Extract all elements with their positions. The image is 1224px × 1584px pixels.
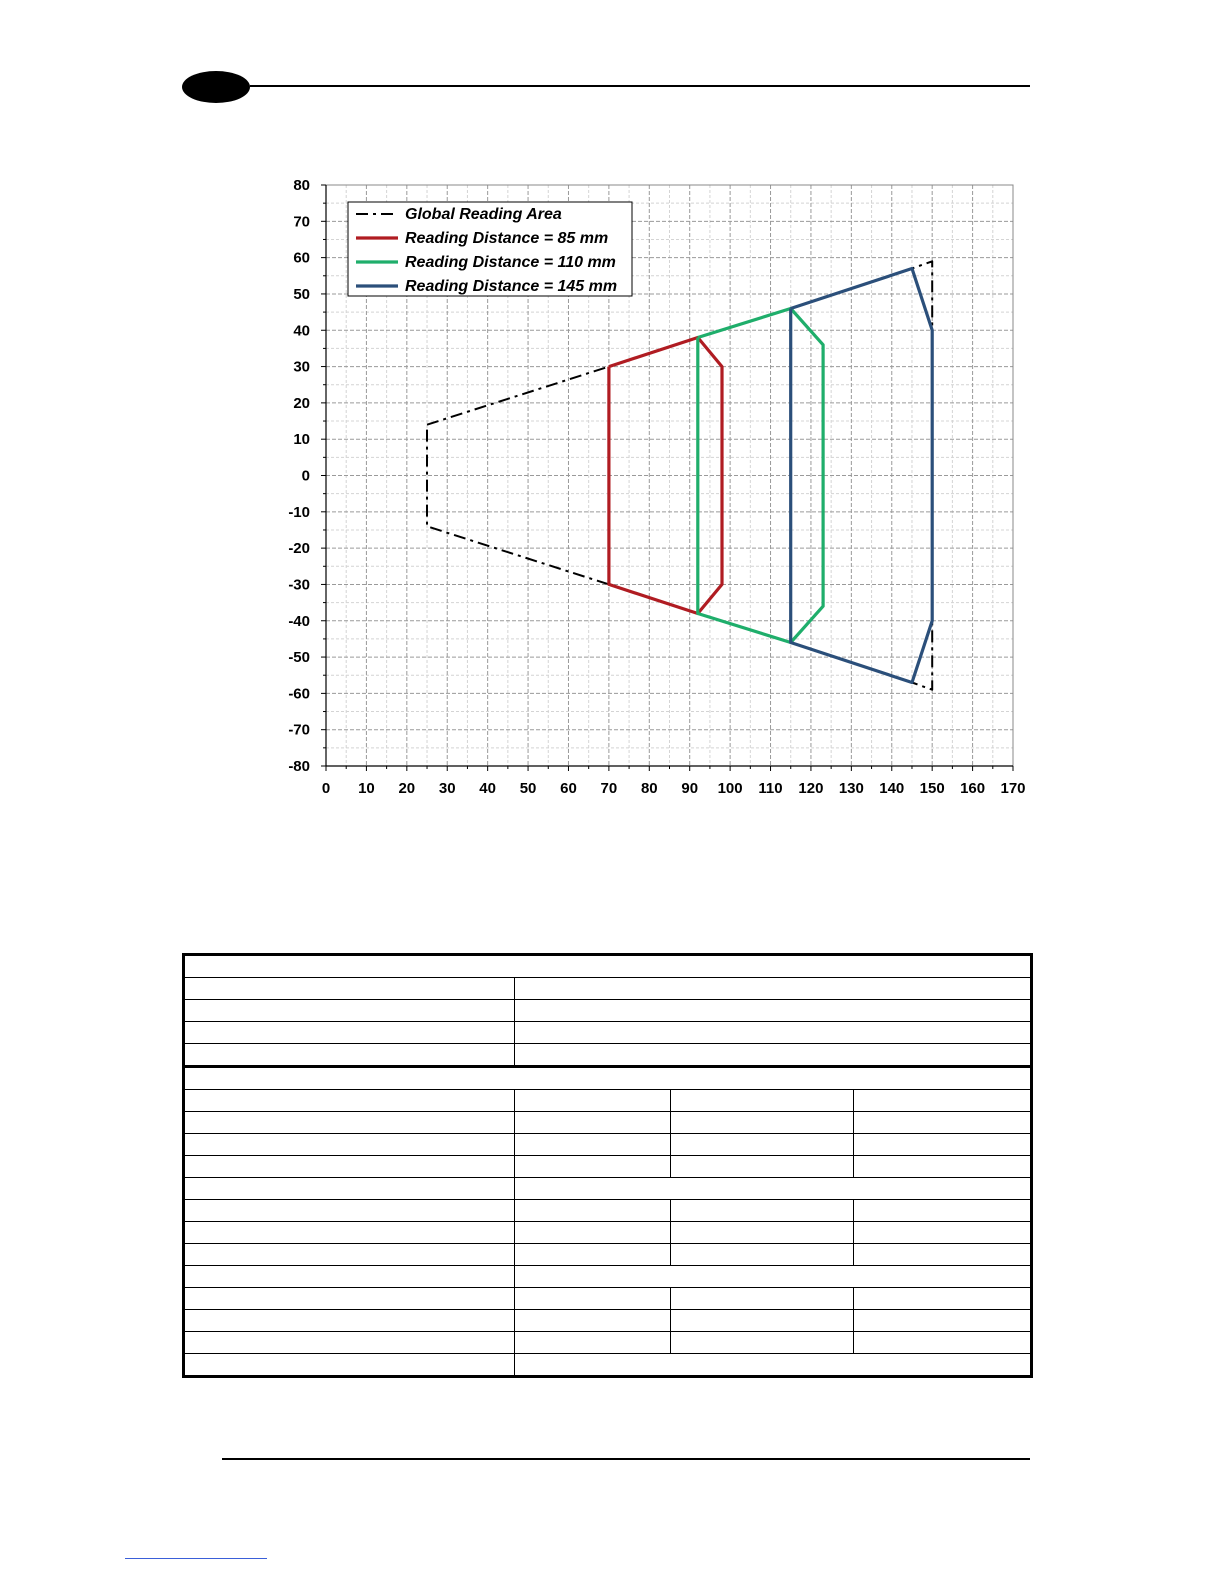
table-row xyxy=(184,1288,1032,1310)
table-cell xyxy=(515,1200,671,1222)
table-cell xyxy=(184,1310,515,1332)
table-cell xyxy=(671,1332,854,1354)
x-tick-label: 40 xyxy=(479,780,496,797)
table-cell xyxy=(854,1112,1032,1134)
table-row xyxy=(184,1222,1032,1244)
x-tick-label: 30 xyxy=(438,780,456,797)
table-cell xyxy=(515,1044,1032,1067)
table-row xyxy=(184,1354,1032,1377)
table-cell xyxy=(515,1134,671,1156)
table-cell xyxy=(184,1067,1032,1090)
table-cell xyxy=(515,1222,671,1244)
chapter-badge xyxy=(182,71,250,103)
y-tick-label: -70 xyxy=(288,721,310,739)
table-cell xyxy=(184,1178,515,1200)
x-tick-label: 50 xyxy=(519,780,537,797)
table-row xyxy=(184,1156,1032,1178)
y-tick-label: 80 xyxy=(293,177,310,194)
legend-label: Reading Distance = 110 mm xyxy=(405,254,616,271)
y-tick-label: -10 xyxy=(288,503,310,521)
footer-rule xyxy=(222,1458,1030,1460)
legend-label: Reading Distance = 85 mm xyxy=(405,230,609,247)
x-tick-label: 170 xyxy=(1000,780,1026,797)
table-row xyxy=(184,1200,1032,1222)
table-row xyxy=(184,1134,1032,1156)
x-tick-label: 70 xyxy=(600,780,618,797)
table-cell xyxy=(671,1112,854,1134)
table-cell xyxy=(854,1288,1032,1310)
table-cell xyxy=(854,1200,1032,1222)
table-row xyxy=(184,1244,1032,1266)
x-tick-label: 60 xyxy=(560,780,577,797)
table-cell xyxy=(671,1222,854,1244)
table-cell xyxy=(184,1244,515,1266)
table-row xyxy=(184,1067,1032,1090)
table-cell xyxy=(184,1134,515,1156)
table-cell xyxy=(184,978,515,1000)
table-cell xyxy=(515,1000,1032,1022)
table-cell xyxy=(515,1288,671,1310)
table-row xyxy=(184,1090,1032,1112)
y-tick-label: 40 xyxy=(293,322,310,340)
table-cell xyxy=(854,1310,1032,1332)
table-cell xyxy=(184,1332,515,1354)
table-cell xyxy=(515,1090,671,1112)
y-tick-label: -50 xyxy=(288,649,310,667)
y-tick-label: 30 xyxy=(293,358,310,376)
x-tick-label: 160 xyxy=(960,780,986,797)
x-tick-label: 0 xyxy=(321,780,331,797)
table-cell xyxy=(184,1222,515,1244)
y-tick-label: 50 xyxy=(293,285,310,303)
table-cell xyxy=(671,1288,854,1310)
x-tick-label: 10 xyxy=(358,780,375,797)
legend-label: Reading Distance = 145 mm xyxy=(405,278,618,295)
table-cell xyxy=(184,1022,515,1044)
table-cell xyxy=(671,1134,854,1156)
y-tick-label: 60 xyxy=(293,249,310,267)
table-cell xyxy=(854,1332,1032,1354)
y-tick-label: -80 xyxy=(288,758,310,775)
y-tick-label: -60 xyxy=(288,685,310,703)
table-row xyxy=(184,1332,1032,1354)
table-cell xyxy=(515,1332,671,1354)
table-cell xyxy=(184,955,1032,978)
table-row xyxy=(184,1000,1032,1022)
table-cell xyxy=(854,1134,1032,1156)
table-row xyxy=(184,1266,1032,1288)
table-cell xyxy=(515,1266,1032,1288)
table-cell xyxy=(184,1288,515,1310)
table-cell xyxy=(515,1156,671,1178)
header-rule xyxy=(250,85,1030,87)
y-tick-label: -20 xyxy=(288,540,310,558)
table-cell xyxy=(854,1222,1032,1244)
table-cell xyxy=(184,1200,515,1222)
y-tick-label: 70 xyxy=(293,213,310,231)
y-tick-labels xyxy=(288,177,310,775)
table-row xyxy=(184,1022,1032,1044)
table-cell xyxy=(515,1178,1032,1200)
table-cell xyxy=(515,1244,671,1266)
table-row xyxy=(184,978,1032,1000)
x-tick-label: 140 xyxy=(879,780,905,797)
y-tick-label: 10 xyxy=(293,431,310,449)
table-cell xyxy=(184,1266,515,1288)
y-tick-label: 0 xyxy=(301,467,310,485)
table-cell xyxy=(184,1112,515,1134)
table-cell xyxy=(184,1000,515,1022)
table-cell xyxy=(671,1244,854,1266)
table-cell xyxy=(184,1090,515,1112)
reading-area-chart xyxy=(270,170,1040,810)
x-tick-label: 100 xyxy=(717,780,743,797)
table-row xyxy=(184,955,1032,978)
table-cell xyxy=(184,1044,515,1067)
legend xyxy=(348,202,632,296)
table-cell xyxy=(854,1244,1032,1266)
spec-table xyxy=(182,953,1033,1378)
table-cell xyxy=(515,1112,671,1134)
x-tick-label: 110 xyxy=(758,780,783,797)
x-tick-label: 150 xyxy=(919,780,945,797)
table-cell xyxy=(515,1354,1032,1377)
table-cell xyxy=(515,1022,1032,1044)
table-row xyxy=(184,1178,1032,1200)
table-cell xyxy=(671,1156,854,1178)
x-tick-label: 80 xyxy=(640,780,658,797)
table-cell xyxy=(854,1090,1032,1112)
table-cell xyxy=(184,1354,515,1377)
table-row xyxy=(184,1310,1032,1332)
table-row xyxy=(184,1112,1032,1134)
x-tick-label: 130 xyxy=(838,780,864,797)
table-cell xyxy=(671,1310,854,1332)
table-row xyxy=(184,1044,1032,1067)
table-cell xyxy=(184,1156,515,1178)
y-tick-label: -40 xyxy=(288,612,310,630)
table-cell xyxy=(515,1310,671,1332)
x-tick-label: 120 xyxy=(798,780,824,797)
x-tick-labels xyxy=(322,780,1026,797)
table-cell xyxy=(515,978,1032,1000)
table-cell xyxy=(671,1200,854,1222)
y-tick-label: -30 xyxy=(288,576,310,594)
table-cell xyxy=(854,1156,1032,1178)
x-tick-label: 90 xyxy=(681,780,699,797)
y-tick-label: 20 xyxy=(293,394,310,412)
table-cell xyxy=(671,1090,854,1112)
footer-link-underline xyxy=(125,1558,267,1559)
x-tick-label: 20 xyxy=(398,780,416,797)
legend-label: Global Reading Area xyxy=(405,206,562,223)
